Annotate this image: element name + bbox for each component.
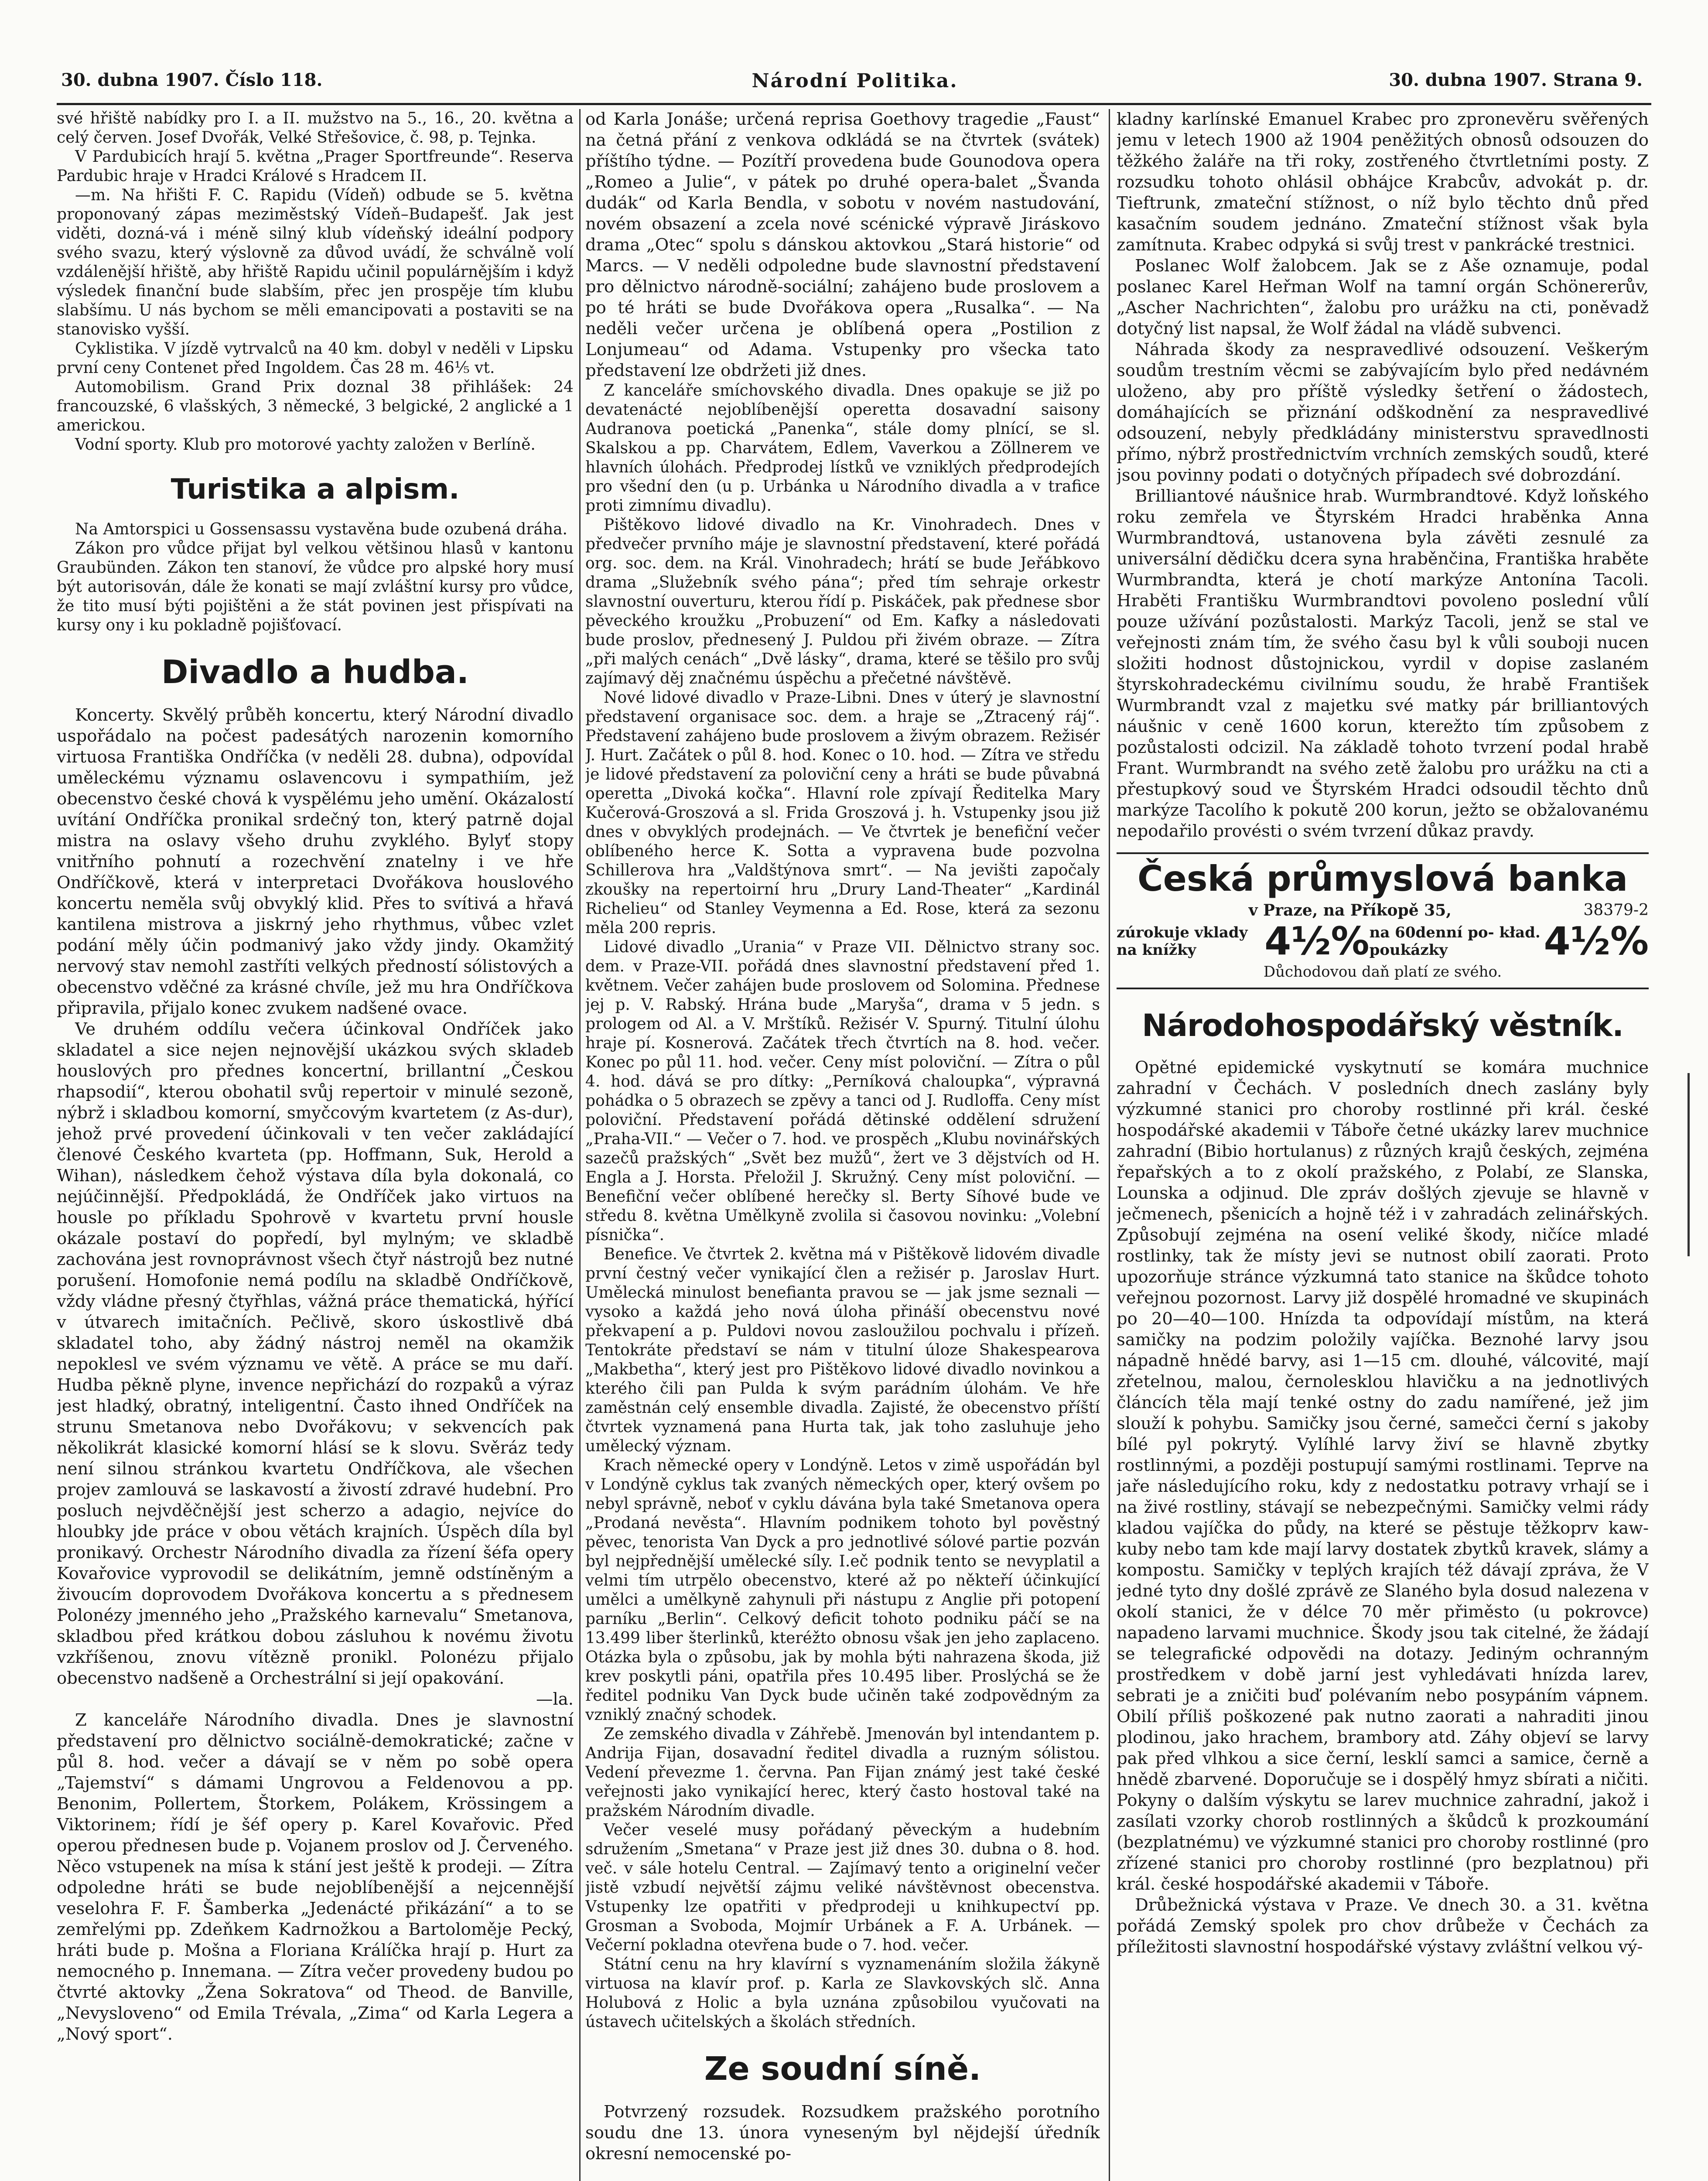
column-rule bbox=[1109, 109, 1110, 2181]
column-3 bbox=[1117, 109, 1649, 2181]
article-paragraph: Potvrzený rozsudek. Rozsudkem pražského porotního soudu dne 13. února vyneseným byl nějdejší úředník okresní nemocenské po- bbox=[585, 2102, 1100, 2164]
running-head-right: 30. dubna 1907. Strana 9. bbox=[1389, 70, 1643, 90]
bank-ad-footer: Důchodovou daň platí ze svého. bbox=[1263, 963, 1502, 981]
article-paragraph: Koncerty. Skvělý průběh koncertu, který Národní divadlo uspořádalo na počest padesátých narozenin komorního virtuosa Františka Ondříčka (v neděli 28. dubna), odpovídal uměleckému významu oslavencovu i sympathiím, jež obecenstvo české chová k vyspělému jeho umění. Okázalostí uvítání Ondříčka pronikal srdečný ton, který patrně dojal mistra na oslavy všeho druhu zvyklého. Bylyť stopy vnitřního pohnutí a rozechvění znatelny i ve hře Ondříčkově, která v interpretaci Dvořákova houslového koncertu neměla svůj obvyklý klid. Přes to svítivá a hřavá kantilena mistrova a jiskrný jeho rhythmus, vůbec vzlet podání měly účin podmanivý jako vždy jindy. Okamžitý nervový stav nemohl zastříti velkých předností sólistových a obecenstvo vděčné za krásné chvíle, jež mu hra Ondříčkova připravila, přijalo konec zvukem nadšené ovace. bbox=[57, 705, 574, 1018]
article-paragraph: Drůbežnická výstava v Praze. Ve dnech 30. a 31. května pořádá Zemský spolek pro chov drůbeže v Čechách za příležitosti slavnostní hospodářské výstavy zvláštní velkou vý- bbox=[1117, 1895, 1649, 1957]
article-paragraph: —m. Na hřišti F. C. Rapidu (Vídeň) odbude se 5. května proponovaný zápas meziměstský Vídeň–Budapešť. Jak jest viděti, dozná-vá i méně silný klub vídeňský ideální podpory svého svazu, který výslovně za důvod uvádí, že schválně volí vzdálenější hřiště, aby hřiště Rapidu učinil populárnějším i když výsledek finanční bude slabším, přec jen prospěje tím klubu slabšímu. U nás bychom se měli emancipovati a postaviti se na stanovisko vyšší. bbox=[57, 186, 574, 338]
article-paragraph: Benefice. Ve čtvrtek 2. května má v Pištěkově lidovém divadle první čestný večer vynikající člen a režisér p. Jaroslav Hurt. Umělecká minulost benefianta pravou se — jak jsme seznali — vysoko a každá jeho nová úloha přináší obecenstvu nové překvapení a p. Puldovi novou zasloužilou pochvalu i přízeň. Tentokráte představí se nám v titulní úloze Shakespearova „Makbetha“, který jest pro Pištěkovo lidové divadlo novinkou a kterého čili pan Pulda k svým parádním úlohám. Ve hře zaměstnán celý ensemble divadla. Zajisté, že obecenstvo příští čtvrtek vyznamená pana Hurta tak, jak toho zasluhuje jeho umělecký význam. bbox=[585, 1245, 1100, 1455]
article-paragraph: V Pardubicích hrají 5. května „Prager Sportfreunde“. Reserva Pardubic hraje v Hradci Králové s Hradcem II. bbox=[57, 148, 574, 185]
bank-ad-left-label: zúrokuje vklady na knížky bbox=[1117, 924, 1248, 959]
article-paragraph: Vodní sporty. Klub pro motorové yachty založen v Berlíně. bbox=[75, 436, 536, 454]
column-1 bbox=[57, 109, 574, 2181]
section-heading-soudni-sin: Ze soudní síně. bbox=[704, 2050, 981, 2088]
article-paragraph: Z kanceláře Národního divadla. Dnes je slavnostní představení pro dělnictvo sociálně-demokratické; začne v půl 8. hod. večer a dávají se v něm po sobě opera „Tajemství“ s dámami Ungrovou a Feldenovou a pp. Benonim, Pollertem, Štorkem, Polákem, Krössingem a Viktorinem; řídí je šéf opery p. Karel Kovařovic. Před operou přednesen bude p. Vojanem proslov od J. Červeného. Něco vstupenek na mísa k stání jest ještě k prodeji. — Zítra odpoledne hráti se bude nejoblíbenější a nejcennější veselohra F. F. Šamberka „Jedenácté přikázání“ a to se zemřelými pp. Zdeňkem Kadrnožkou a Bartoloměje Pecký, hráti bude p. Mošna a Floriana Králíčka hrají p. Hurt za nemocného p. Innemana. — Zítra večer provedeny budou po čtvrté aktovky „Žena Sokratova“ od Theod. de Banville, „Nevysloveno“ od Emila Trévala, „Zima“ od Karla Legera a „Nový sport“. bbox=[57, 1710, 574, 2044]
section-heading-turistika: Turistika a alpism. bbox=[171, 473, 460, 506]
article-paragraph: své hřiště nabídky pro I. a II. mužstvo na 5., 16., 20. května a celý červen. Josef Dvořák, Velké Střešovice, č. 98, p. Tejnka. bbox=[57, 109, 574, 147]
article-paragraph: Poslanec Wolf žalobcem. Jak se z Aše oznamuje, podal poslanec Karel Heřman Wolf na tamní orgán Schönererův, „Ascher Nachrichten“, žalobu pro urážku na cti, poněvadž dotyčný list napsal, že Wolf žádal na vládě subvenci. bbox=[1117, 256, 1649, 338]
article-paragraph: Ze zemského divadla v Záhřebě. Jmenován byl intendantem p. Andrija Fijan, dosavadní ředitel divadla a ruzným sólistou. Vedení převezme 1. června. Pan Fijan známý jest také české veřejnosti jako vynikající herec, který často hostoval také na pražském Národním divadle. bbox=[585, 1725, 1100, 1820]
bank-ad-right-label: na 60denní po- kład. poukázky bbox=[1369, 924, 1541, 959]
article-paragraph: Krach německé opery v Londýně. Letos v zimě uspořádán byl v Londýně cyklus tak zvaných německých oper, který ovšem po nebyl správně, neboť v cyklu dávána byla také Smetanova opera „Prodaná nevěsta“. Hlavním podnikem tohoto byl pověstný pěvec, tenorista Van Dyck a pro jednotlivé sólové partie pozván byl nejpřednější umělecké síly. I.eč podnik tento se nevyplatil a velmi tím utrpělo obecenstvo, které až po někteří účinkující umělci a umělkyně zahynuli při nástupu z Anglie při potopení parníku „Berlin“. Celkový deficit tohoto podniku páčí se na 13.499 liber šterlinků, kteréžto obnosu však jen jeho zaplaceno. Otázka byla o způsobu, jak by mohla býti nahrazena škoda, již krev poskytli páni, opatřila přes 10.495 liber. Proslýchá se že ředitel podniku Van Dyck bude učiněn také zodpovědným za vzniklý značný schodek. bbox=[585, 1456, 1100, 1724]
bank-ad-title: Česká průmyslová banka bbox=[1137, 858, 1628, 899]
bank-advertisement bbox=[1117, 852, 1649, 989]
bank-ad-address bbox=[1117, 900, 1649, 920]
bank-ad-code: 38379-2 bbox=[1583, 901, 1649, 919]
article-paragraph: Automobilism. Grand Prix doznal 38 přihlášek: 24 francouzské, 6 vlašských, 3 německé, 3 belgické, 2 anglické a 1 americkou. bbox=[57, 378, 574, 434]
article-paragraph: Opětné epidemické vyskytnutí se komára muchnice zahradní v Čechách. V posledních dnech zaslány byly výzkumné stanici pro choroby rostlinné při král. české hospodářské akademii v Táboře četné ukázky larev muchnice zahradní (Bibio hortulanus) z různých krajů českých, zejména řepařských a to z okolí pražského, z Polabí, ze Slanska, Lounska a odjinud. Dle zpráv došlých zjevuje se hlavně v ječmenech, pšenicích a hojně též i v zahradách zelinářských. Způsobují zejména na osení veliké škody, ničíce mladé rostlinky, tak že místy jevi se nutnost obilí zaorati. Proto upozorňuje stránce výzkumná tato stanice na škůdce tohoto veřejnou pozornost. Larvy již dospělé hromadné ve skupinách po 20—40—100. Hnízda ta odpovídají místům, na která samičky na podzim položily vajíčka. Beznohé larvy jsou nápadně hnědé barvy, asi 1—15 cm. dlouhé, válcovité, mají zřetelnou, malou, černolesklou hlavičku a na jednotlivých článcích těla mají tenké ostny do zadu namířené, jež jim slouží k pohybu. Samičky jsou černé, samečci černí s jakoby bílé pyl pokrytý. Vylíhlé larvy živí se hlavně zbytky rostlinnými, a později postupují samými rostlinami. Teprve na jaře následujícího roku, kdy z nedostatku potravy vrhají se i na živé rostliny, stávají se nebezpečnými. Samičky velmi rády kladou vajíčka do půdy, na které se pěstuje těžkoprv kaw-kuby nebo tam kde mají larvy dostatek zbytků kravek, slámy a kompostu. Samičky v teplých krajích též dávají zpráva, že V jedné tyto dny došlé zprávě ze Slaného byla dosud nalezena v okolí stanici, že v délce 70 měr přiměsto (u pokrovce) napadeno larvami muchnice. Škody jsou tak citelné, že žádají se telegrafické odpovědi na dotazy. Jediným ochranným prostředkem v době jarní jest vyhledávati hnízda larev, sebrati je a zničiti buď polévaním nebo posypáním vápnem. Obilí příliš poškozené pak nutno zaorati a nahraditi jinou plodinou, jako hrachem, brambory atd. Záhy objeví se larvy pak před vlhkou a sice černí, lesklí samci a samice, černě a hnědě zbarvené. Doporučuje se i dospělý hmyz sbírati a ničiti. Pokyny o dalším výskytu se larev muchnice zahradní, jakož i zasílati vzorky chorob rostlinných a škůdců k prozkoumání (bezplatnému) ve výzkumné stanici pro choroby rostlinné (pro zřízené stanici pro choroby rostlinné (pro bezplatnou) při král. české hospodářské akademii v Táboře. bbox=[1117, 1058, 1649, 1894]
bank-ad-rates bbox=[1117, 919, 1649, 964]
article-paragraph: Lidové divadlo „Urania“ v Praze VII. Dělnictvo strany soc. dem. v Praze-VII. pořádá dnes slavnostní představení před 1. květnem. Večer zahájen bude proslovem od Solomina. Přednese jej p. V. Rabský. Hrána bude „Maryša“, drama v 5 jedn. s prologem od Al. a V. Mrštíků. Režisér V. Spurný. Titulní úlohu hraje pí. Kosnerová. Začátek třech čtvrtích na 8. hod. večer. Konec po půl 11. hod. večer. Ceny míst poloviční. — Zítra o půl 4. hod. dává se pro dítky: „Perníková chaloupka“, výpravná pohádka o 5 obrazech se zpěvy a tanci od J. Rudloffa. Ceny míst poloviční. Představení pořádá dětinské oddělení sdružení „Praha-VII.“ — Večer o 7. hod. ve prospěch „Klubu novinářských sazečů pražských“ „Svět bez mužů“, žert ve 3 dějstvích od H. Engla a J. Horsta. Přeložil J. Skružný. Ceny míst poloviční. — Benefiční večer oblíbené herečky sl. Berty Síhové bude ve středu 8. května Umělkyně zvolila si časovou novinku: „Volební písnička“. bbox=[585, 938, 1100, 1244]
article-signature: —la. bbox=[536, 1689, 574, 1709]
article-paragraph: kladny karlínské Emanuel Krabec pro zpronevěru svěřených jemu v letech 1900 až 1904 peněžitých obnosů odsouzen do těžkého žaláře na tři roky, zostřeného čtvrtletními posty. Z rozsudku tohoto ohlásil obhájce Krabcův, advokát p. dr. Tieftrunk, zmateční stížnost, o níž bylo těchto dnů před kasačním soudem jednáno. Zmateční stížnost však byla zamítnuta. Krabec odpyká si svůj trest v pankrácké trestnici. bbox=[1117, 109, 1649, 255]
masthead-title: Národní Politika. bbox=[752, 70, 958, 92]
article-paragraph: Na Amtorspici u Gossensassu vystavěna bude ozubená dráha. bbox=[75, 520, 567, 538]
header-rule bbox=[57, 103, 1651, 105]
scan-edge-mark bbox=[1688, 1073, 1690, 1256]
column-rule bbox=[579, 109, 581, 2181]
article-paragraph: Náhrada škody za nespravedlivé odsouzení. Veškerým soudům trestním věcmi se zabývajícím bylo před nedávném uloženo, aby pro příště výsledky šetření o žádostech, domáhajících se přiznání odškodnění za nespravedlivé odsouzení, nebyly předkládány ministerstvu spravedlnosti přímo, nýbrž prostřednictvím vrchních zemských soudů, které jsou povinny podati o dotyčných případech své dobrozdání. bbox=[1117, 340, 1649, 485]
column-2 bbox=[585, 109, 1100, 2181]
article-paragraph: od Karla Jonáše; určená reprisa Goethovy tragedie „Faust“ na četná přání z venkova odkládá se na čtvrtek (svátek) příštího týdne. — Pozítří provedena bude Gounodova opera „Romeo a Julie“, v pátek po druhé opera-balet „Švanda dudák“ od Karla Bendla, v sobotu v novém nastudování, novém obsazení a zcela nové scénické výpravě Jiráskovo drama „Otec“ spolu s dánskou aktovkou „Stará historie“ od Marcs. — V neděli odpoledne bude slavnostní představení pro dělnictvo národně-sociální; zahájeno bude proslovem a po té hráti se bude Dvořákova opera „Rusalka“. — Na neděli večer určena je oblíbená opera „Postilion z Lonjumeau“ od Adama. Vstupenky pro všecka tato představení lze obdržeti již dnes. bbox=[585, 109, 1100, 380]
article-paragraph: Z kanceláře smíchovského divadla. Dnes opakuje se již po devatenácté nejoblíbenější operetta dosavadní saisony Audranova poetická „Panenka“, stále domy plnící, se sl. Skalskou a pp. Charvátem, Edlem, Vaverkou a Zöllnerem ve hlavních úlohách. Předprodej lístků ve vzniklých předprodejích pro všední den (u p. Urbánka u Národního divadla a v trafice proti zimnímu divadlu). bbox=[585, 382, 1100, 515]
article-paragraph: Ve druhém oddílu večera účinkoval Ondříček jako skladatel a sice nejen nejnovější ukázkou svých skladeb houslových pro přednes koncertní, brillantní „Českou rhapsodií“, kterou obohatil svůj repertoir v minulé sezoně, nýbrž i skladbou komorní, smyčcovým kvartetem (z As-dur), jehož prvé provedení účinkovali v ten večer zakládající členové Českého kvarteta (pp. Hoffmann, Suk, Herold a Wihan), následkem čehož výstava díla byla dokonalá, co nejúčinnější. Předpokládá, že Ondříček jako virtuos na housle po příkladu Spohrově v kvartetu první housle okázale postaví do popředí, byl mylným; ve skladbě zachována jest rovnoprávnost všech čtyř nástrojů bez nutné porušení. Homofonie nemá podílu na skladbě Ondříčkově, vždy vládne přesný čtyřhlas, vážná práce thematická, hýřící v útvarech imitačních. Pečlivě, skoro úskostlivě dbá skladatel toho, aby žádný nástroj neměl na okamžik nepoklesl ve svém významu ve větě. A práce se mu daří. Hudba pěkně plyne, invence nepřichází do rozpaků a výraz jest hladký, obratný, inteligentní. Často ihned Ondříček na strunu Smetanova nebo Dvořákovu; v sekvencích pak několikrát klasické komorní hlásí se k slovu. Svěráz tedy není silnou stránkou kvartetu Ondříčkova, ale všechen projev zamlouvá se laskavostí a živostí zdravé hudební. Pro posluch nejvděčnější jest scherzo a adagio, nejvíce do hloubky jde práce v obou větách krajních. Úspěch díla byl pronikavý. Orchestr Národního divadla za řízení šéfa opery Kovařovice vyprovodil se delikátním, jemně odstíněným a živoucím doprovodem Dvořákova koncertu a s přednesem Polonézy jmenného jeho „Pražského karnevalu“ Smetanova, skladbou před krátkou dobou zásluhou k novému životu vzkříšenou, znovu vítězně pronikl. Polonézu přijalo obecenstvo nadšeně a Orchestrální si její opakování. bbox=[57, 1019, 574, 1688]
bank-ad-right-rate: 4½% bbox=[1544, 919, 1649, 964]
article-paragraph: Nové lidové divadlo v Praze-Libni. Dnes v úterý je slavnostní představení organisace soc. dem. a hraje se „Ztracený ráj“. Představení zahájeno bude proslovem a živým obrazem. Režisér J. Hurt. Začátek o půl 8. hod. Konec o 10. hod. — Zítra ve středu je lidové představení za poloviční ceny a hráti se bude půvabná operetta „Divoká kočka“. Hlavní role zpívají Ředitelka Mary Kučerová-Groszová a sl. Frida Groszová j. h. Vstupenky jsou již dnes v obvyklých prodejnách. — Ve čtvrtek je benefiční večer oblíbeného herce K. Sotta a vypravena bude pozvolna Schillerova hra „Valdštýnova smrt“. — Na jevišti započaly zkoušky na repertoirní hru „Drury Land-Theater“ „Kardinál Richelieu“ od Stanley Veymenna a Ed. Rose, která za sezonu měla 200 repris. bbox=[585, 689, 1100, 937]
article-paragraph: Večer veselé musy pořádaný pěveckým a hudebním sdružením „Smetana“ v Praze jest již dnes 30. dubna o 8. hod. več. v sále hotelu Central. — Zajímavý tento a originelní večer jistě vzbudí největší zájmu veliké návštěvnost obecenstva. Vstupenky lze opatřiti v předprodeji u knihkupectví pp. Grosman a Svoboda, Mojmír Urbánek a F. A. Urbánek. — Večerní pokladna otevřena bude o 7. hod. večer. bbox=[585, 1821, 1100, 1954]
article-paragraph: Pištěkovo lidové divadlo na Kr. Vinohradech. Dnes v předvečer prvního máje je slavnostní představení, které pořádá org. soc. dem. na Král. Vinohradech; hrátí se bude Jeřábkovo drama „Služebník svého pána“; před tím sehraje orkestr slavnostní ouverturu, kterou řídí p. Piskáček, pak přednese sbor pěveckého kroužku „Probuzení“ od Em. Kafky a následovati bude proslov, přednesený J. Puldou při živém obraze. — Zítra „při malých cenách“ „Dvě lásky“, drama, které se těšilo pro svůj zajímavý děj značnému úspěchu a přečetné návštěvě. bbox=[585, 516, 1100, 687]
article-paragraph: Cyklistika. V jízdě vytrvalců na 40 km. dobyl v neděli v Lipsku první ceny Contenet před Ingoldem. Čas 28 m. 46⅕ vt. bbox=[57, 340, 574, 377]
bank-ad-left-rate: 4½% bbox=[1264, 919, 1370, 964]
article-paragraph: Státní cenu na hry klavírní s vyznamenáním složila žákyně virtuosa na klavír prof. p. Karla ze Slavkovských slč. Anna Holubová z Holic a byla uznána způsobilou vyučovati na ústavech učitelských a školách středních. bbox=[585, 1955, 1100, 2031]
section-heading-divadlo: Divadlo a hudba. bbox=[161, 653, 469, 691]
article-paragraph: Brilliantové náušnice hrab. Wurmbrandtové. Když loňského roku zemřela ve Štyrském Hradci hraběnka Anna Wurmbrandtová, ustanovena byla závěti zesnulé za universální dědičku dcera syna hraběnčina, Františka hraběte Wurmbrandta, která je chotí markýze Antonína Tacoli. Hraběti Františku Wurmbrandtovi povoleno poslední vůlí pouze užívání pozůstalosti. Markýz Tacoli, jenž se stal ve veřejnosti znám tím, že svého času byl k vůli souboji nucen složiti hodnost důstojnickou, vyrdil v dopise zaslaném štyrskohradeckému civilnímu soudu, že hrabě František Wurmbrandt vzal z majetku své matky pár brilliantových náušnic v ceně 1600 korun, kterežto tím způsobem z pozůstalosti odcizil. Na základě tohoto tvrzení podal hrabě Frant. Wurmbrandt na svého zetě žalobu pro urážku na cti a přestupkový soud ve Štyrském Hradci odsoudil těchto dnů markýze Tacolího k pokutě 200 korun, ježto se obžalovanému nepodařilo provésti o svém tvrzení důkaz pravdy. bbox=[1117, 486, 1649, 841]
bank-ad-address-text: v Praze, na Příkopě 35, bbox=[1248, 901, 1452, 920]
running-head-left: 30. dubna 1907. Číslo 118. bbox=[61, 70, 323, 90]
article-paragraph: Zákon pro vůdce přijat byl velkou většinou hlasů v kantonu Graubünden. Zákon ten stanoví, že vůdce pro alpské hory musí být autorisován, dále že konati se mají zvláštní kursy pro vůdce, že tito musí býti pojištěni a že stát povinen jest přispívati na kursy ony i ku pokladně pojišťovací. bbox=[57, 540, 574, 634]
section-heading-narodohospodarsky: Národohospodářský věstník. bbox=[1142, 1008, 1623, 1043]
